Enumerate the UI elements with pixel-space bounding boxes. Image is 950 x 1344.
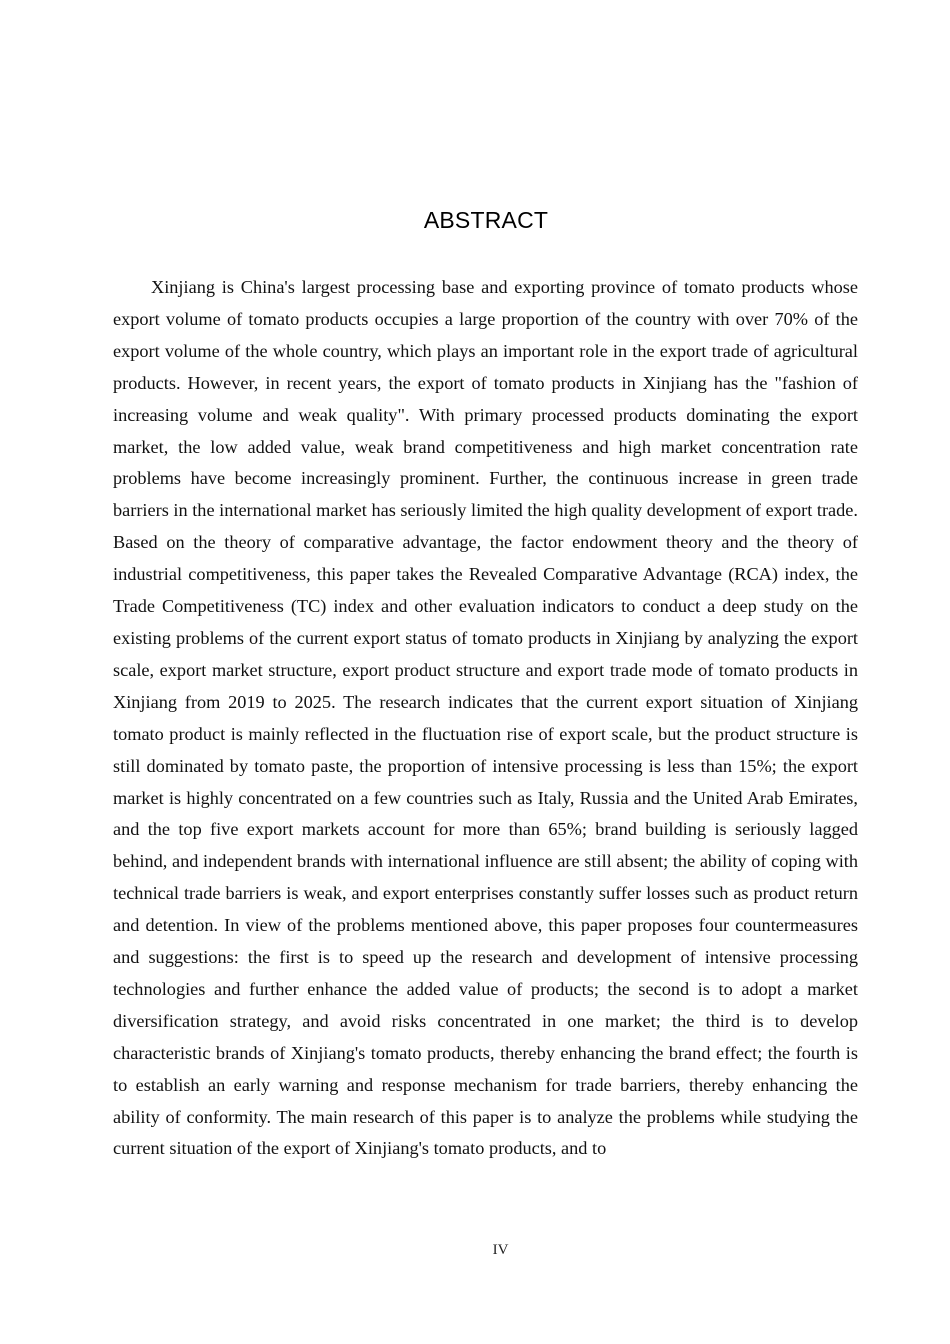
abstract-heading: ABSTRACT — [423, 207, 549, 233]
abstract-paragraph: Xinjiang is China's largest processing base and exporting province of tomato products whose export volume of tomato products occupies a large proportion of the country with over 70% of the export volume of the whole country, which plays an important role in the export trade of agricultural products. However, in recent years, the export of tomato products in Xinjiang has the "fashion of increasing volume and weak quality". With primary processed products dominating the export market, the low added value, weak brand competitiveness and high market concentration rate problems have become increasingly prominent. Further, the continuous increase in green trade barriers in the international market has seriously limited the high quality development of export trade. Based on the theory of comparative advantage, the factor endowment theory and the theory of industrial competitiveness, this paper takes the Revealed Comparative Advantage (RCA) index, the Trade Competitiveness (TC) index and other evaluation indicators to conduct a deep study on the existing problems of the current export status of tomato products in Xinjiang by analyzing the export scale, export market structure, export product structure and export trade mode of tomato products in Xinjiang from 2019 to 2025. The research indicates that the current export situation of Xinjiang tomato product is mainly reflected in the fluctuation rise of export scale, but the product structure is still dominated by tomato paste, the proportion of intensive processing is less than 15%; the export market is highly concentrated on a few countries such as Italy, Russia and the United Arab Emirates, and the top five export markets account for more than 65%; brand building is seriously lagged behind, and independent brands with international influence are still absent; the ability of coping with technical trade barriers is weak, and export enterprises constantly suffer losses such as product return and detention. In view of the problems mentioned above, this paper proposes four countermeasures and suggestions: the first is to speed up the research and development of intensive processing technologies and further enhance the added value of products; the second is to adopt a market diversification strategy, and avoid risks concentrated in one market; the third is to develop characteristic brands of Xinjiang's tomato products, thereby enhancing the brand effect; the fourth is to establish an early warning and response mechanism for trade barriers, thereby enhancing the ability of conformity. The main research of this paper is to analyze the problems while studying the current situation of the export of Xinjiang's tomato products, and to — [113, 277, 858, 1159]
page-number: IV — [492, 1242, 509, 1258]
